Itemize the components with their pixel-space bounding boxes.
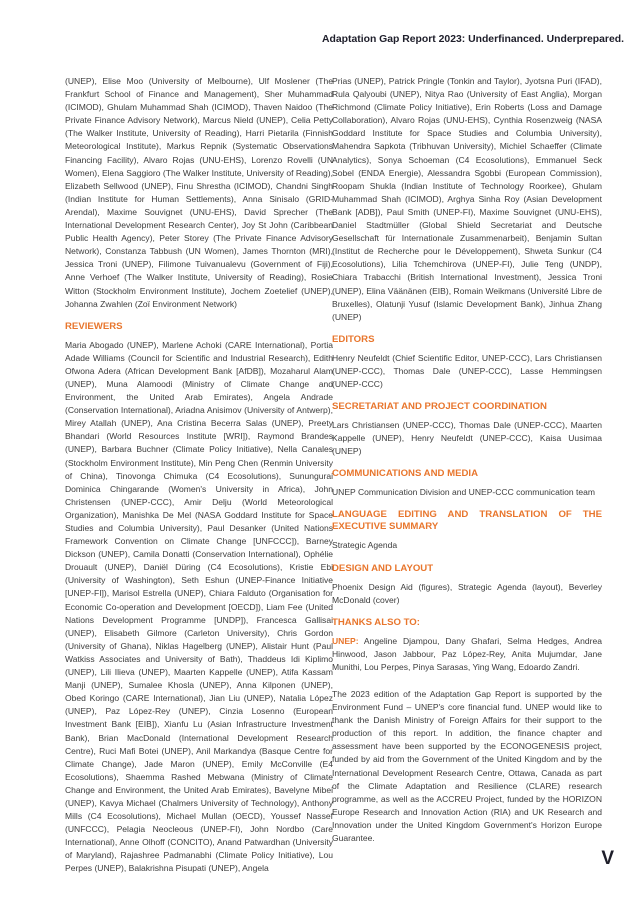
reviewers-continued-text: Prias (UNEP), Patrick Pringle (Tonkin and Taylor), Jyotsna Puri (IFAD), Rula Qalyoubi (UNEP), Nitya Rao (University of East Anglia), Morgan Richmond (Climate Policy Initiative), Erin Roberts (Loss and Damage Collaboration), Alvaro Rojas (UNU-EHS), Cynthia Rosenzweig (NASA Goddard Institute for Space Studies and Columbia University), Mahendra Sapkota (Tribhuvan University), Michiel Schaeffer (Climate Analytics), Sonya Schoeman (C4 Ecosolutions), Emmanuel Seck Sobel (ENDA Energie), Alessandra Sgobbi (European Commission), Roopam Shukla (Indian Institute of Technology Roorkee), Ghulam Muhammad Shah (ICIMOD), Arghya Sinha Roy (Asian Development Bank [ADB]), Paul Smith (UNEP-FI), Maxime Souvignet (UNU-EHS), Daniel Stadtmüller (Global Shield Secretariat and Deutsche Gesellschaft für Internationale Zusammenarbeit), Benjamin Sultan (Institut de Recherche pour le Développement), Shweta Sunkur (C4 Ecosolutions), Lilia Tchemchirova (UNEP-FI), Julie Teng (UNDP), Chiara Trabacchi (British International Investment), Jessica Troni (UNEP), Elina Väänänen (EIB), Romain Weikmans (Université Libre de Bruxelles), Olatunji Yusuf (Islamic Development Bank), Jinhua Zhang (UNEP) [332, 76, 602, 322]
language-editing-heading: LANGUAGE EDITING AND TRANSLATION OF THE EXECUTIVE SUMMARY [332, 509, 602, 533]
secretariat-heading: SECRETARIAT AND PROJECT COORDINATION [332, 401, 547, 413]
page-number: V [601, 848, 614, 869]
language-editing-text: Strategic Agenda [332, 540, 398, 551]
thanks-text [332, 635, 602, 674]
thanks-heading: THANKS ALSO TO: [332, 616, 420, 628]
editors-text: Henry Neufeldt (Chief Scientific Editor, UNEP-CCC), Lars Christiansen (UNEP-CCC), Thomas Dale (UNEP-CCC), Lasse Hemmingsen (UNEP-CCC) [332, 352, 602, 389]
communications-heading: COMMUNICATIONS AND MEDIA [332, 468, 479, 480]
communications-text: UNEP Communication Division and UNEP-CCC communication team [332, 487, 595, 498]
contributors-continued-text: (UNEP), Elise Moo (University of Melbourne), Ulf Moslener (The Frankfurt School of Finance and Management), Sher Muhammad (ICIMOD), Ghulam Muhammad Shah (ICIMOD), Thaven Naidoo (The Private Finance Advisory Network), Marcus Nield (UNEP), Celia Petty (The Walker Institute, University of Reading), Harri Pietarila (Finnish Meteorological Institute), Markus Repnik (Systematic Observations Financing Facility), Alvaro Rojas (UNU-EHS), Lorenzo Rovelli (UN Women), Elena Saggioro (The Walker Institute, University of Reading), Elizabeth Sellwood (UNEP), Finu Shrestha (ICIMOD), Chandni Singh (Indian Institute for Human Settlements), Anna Sinisalo (GRID-Arendal), Maxime Souvignet (UNU-EHS), David Sprecher (The International Development Research Center), Joy St John (Caribbean Public Health Agency), Peter Storey (The Private Finance Advisory Network), Constanza Tabbush (UN Women), James Thornton (MRI), Jessica Troni (UNEP), Filimone Tuivanualevu (Government of Fiji), Anne Verhoef (The Walker Institute, University of Reading), Rosie Witton (Stockholm Environment Institute), Jochem Zoetelief (UNEP), Johanna Zwahlen (Zoï Environment Network) [65, 76, 333, 309]
funding-acknowledgement: The 2023 edition of the Adaptation Gap Report is supported by the Environment Fund – UNEP's core financial fund. UNEP would like to thank the Danish Ministry of Foreign Affairs for their support to the production of this report. In addition, the finance chapter and assessment have been supported by the ECONOGENESIS project, funded by aid from the Government of the United Kingdom and by the International Development Research Centre, Ottawa, Canada as part of the Climate Adaptation and Resilience (CLARE) research programme, as well as the ACCREU Project, funded by the HORIZON Europe Research and Innovation Action (RIA) and UK Research and Innovation under the United Kingdom Government's Horizon Europe Guarantee. [332, 689, 602, 844]
design-layout-heading: DESIGN AND LAYOUT [332, 562, 434, 574]
thanks-unep-label: UNEP: [332, 635, 359, 646]
thanks-names: Angeline Djampou, Dany Ghafari, Selma Hedges, Andrea Hinwood, Jason Jabbour, Paz López-Rey, Anita Mujumdar, Jane Munithi, Lou Perpes, Pinya Sarasas, Ying Wang, Edoardo Zandri. [332, 635, 602, 672]
design-layout-text: Phoenix Design Aid (figures), Strategic Agenda (layout), Beverley McDonald (cover) [332, 581, 602, 605]
secretariat-text: Lars Christiansen (UNEP-CCC), Thomas Dale (UNEP-CCC), Maarten Kappelle (UNEP), Henry Neufeldt (UNEP-CCC), Kaisa Uusimaa (UNEP) [332, 420, 602, 457]
left-column [65, 75, 333, 880]
report-title-header: Adaptation Gap Report 2023: Underfinanced. Underprepared. [322, 34, 624, 45]
reviewers-text: Maria Abogado (UNEP), Marlene Achoki (CARE International), Portia Adade Williams (Council for Scientific and Industrial Research), Edith Ofwona Adera (African Development Bank [AfDB]), Mozaharul Alam (UNEP), Muna Alamoodi (Ministry of Climate Change and Environment, the United Arab Emirates), Angela Andrade (Conservation International), Ariadna Anisimov (University of Antwerp), Mirey Atallah (UNEP), Ana Cristina Becerra Salas (UNEP), Preety Bhandari (World Resources Institute [WRI]), Raymond Brandes (UNEP), Barbara Buchner (Climate Policy Initiative), Nella Canales (Stockholm Environment Institute), Min Peng Chen (Renmin University of China), Tinovonga Chimuka (C4 Ecosolutions), Sunungurai Dominica Chingarande (Women's University in Africa), John Christensen (UNEP-CCC), Amir Delju (World Meteorological Organization), Manishka De Mel (NASA Goddard Institute for Space Studies and Columbia University), Paul Desanker (United Nations Framework Convention on Climate Change [UNFCCC]), Barney Dickson (UNEP), Camila Donatti (Conservation International), Ophélie Drouault (UNEP), Daniël Düring (C4 Ecosolutions), Kristie Ebi (University of Washington), Seth Eshun (UNEP-Finance Initiative [UNEP-FI]), Marisol Estrella (UNEP), Chiara Falduto (Organisation for Economic Co-operation and Development [OECD]), Liam Fee (United Nations Development Programme [UNDP]), Francesca Gallisai (UNEP), Elisabeth Gilmore (Carleton University), Chris Gordon (University of Ghana), Niklas Hagelberg (UNEP), Alistair Hunt (Paul Watkiss Associates and University of Bath), Thaddeus Idi Kiplimo (UNEP), Lili Ilieva (UNEP), Maarten Kappelle (UNEP), Atifa Kassam Manji (UNEP), Sumalee Khosla (UNEP), Anna Kilponen (UNEP), Obed Koringo (CARE International), Jian Liu (UNEP), Natalia López (UNEP), Paz López-Rey (UNEP), Cinzia Losenno (European Investment Bank [EIB]), Xianfu Lu (Asian Infrastructure Investment Bank), Brian MacDonald (International Development Research Centre), Ruci Mafi Botei (UNEP), Anil Markandya (Basque Centre for Climate Change), Jade Maron (UNEP), Emily McConville (E4 Ecosolutions), Shaemma Rashed Mebwana (Ministry of Climate Change and Environment, the United Arab Emirates), Bavelyne Mibei (UNEP), Kavya Michael (Chalmers University of Technology), Anthony Mills (C4 Ecosolutions), Michael Mullan (OECD), Youssef Nassef (UNFCCC), Pelagia Neocleous (UNEP-FI), John Nordbo (Care International), Anne Olhoff (CONCITO), Anand Patwardhan (University of Maryland), Rajashree Padmanabhi (Climate Policy Initiative), Lou Perpes (UNEP), Balakrishna Pisupati (UNEP), Angela [65, 339, 333, 874]
right-column [332, 75, 602, 849]
editors-heading: EDITORS [332, 333, 375, 345]
reviewers-heading: REVIEWERS [65, 320, 123, 332]
